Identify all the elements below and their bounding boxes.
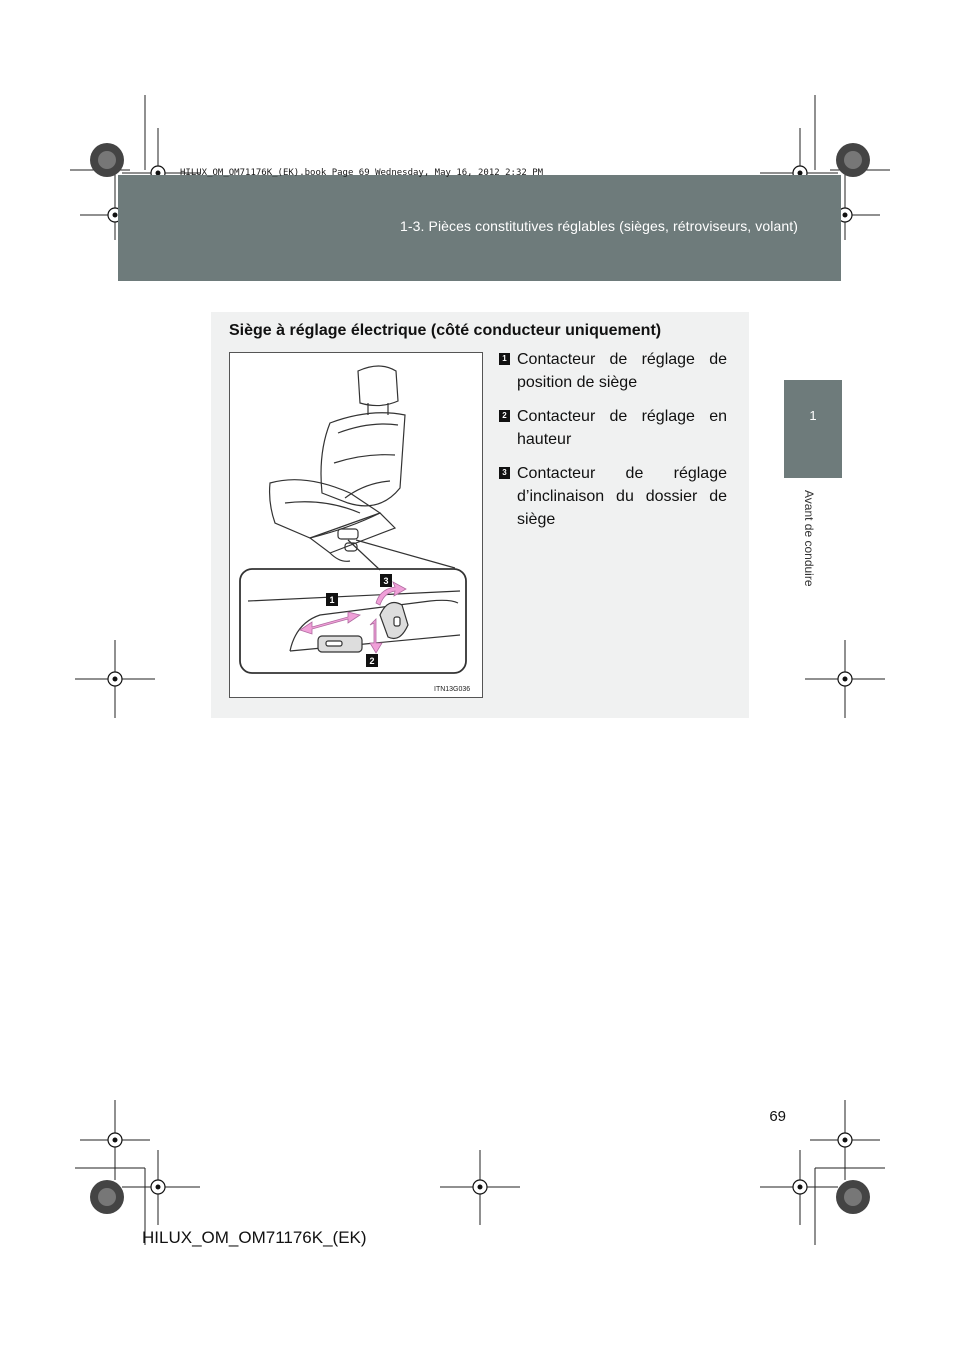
page-number: 69 [769, 1108, 786, 1125]
legend-list [497, 348, 727, 542]
legend-text: Contacteur de réglage d’inclinaison du dossier de siège [517, 465, 727, 528]
section-title: Siège à réglage électrique (côté conducteur uniquement) [229, 322, 662, 339]
legend-item [497, 462, 727, 531]
legend-number: 1 [499, 353, 510, 365]
callout-1: 1 [329, 595, 335, 605]
legend-text: Contacteur de réglage de position de siège [517, 351, 727, 391]
legend-number: 3 [499, 467, 510, 479]
seat-illustration [230, 353, 482, 697]
figure-code: ITN13G036 [434, 686, 471, 693]
chapter-label: Avant de conduire [802, 490, 816, 587]
legend-item [497, 348, 727, 394]
legend-text: Contacteur de réglage en hauteur [517, 408, 727, 448]
chapter-label-container [800, 490, 820, 630]
seat-figure [229, 352, 483, 698]
file-stamp: HILUX_OM_OM71176K_(EK).book Page 69 Wednesday, May 16, 2012 2:32 PM [180, 168, 544, 178]
chapter-tab [784, 380, 842, 478]
document-code: HILUX_OM_OM71176K_(EK) [142, 1228, 367, 1247]
legend-item [497, 405, 727, 451]
callout-3: 3 [383, 576, 389, 586]
legend-number: 2 [499, 410, 510, 422]
header-title: 1-3. Pièces constitutives réglables (sièges, rétroviseurs, volant) [400, 218, 798, 234]
chapter-number: 1 [809, 408, 817, 423]
callout-2: 2 [369, 656, 375, 666]
